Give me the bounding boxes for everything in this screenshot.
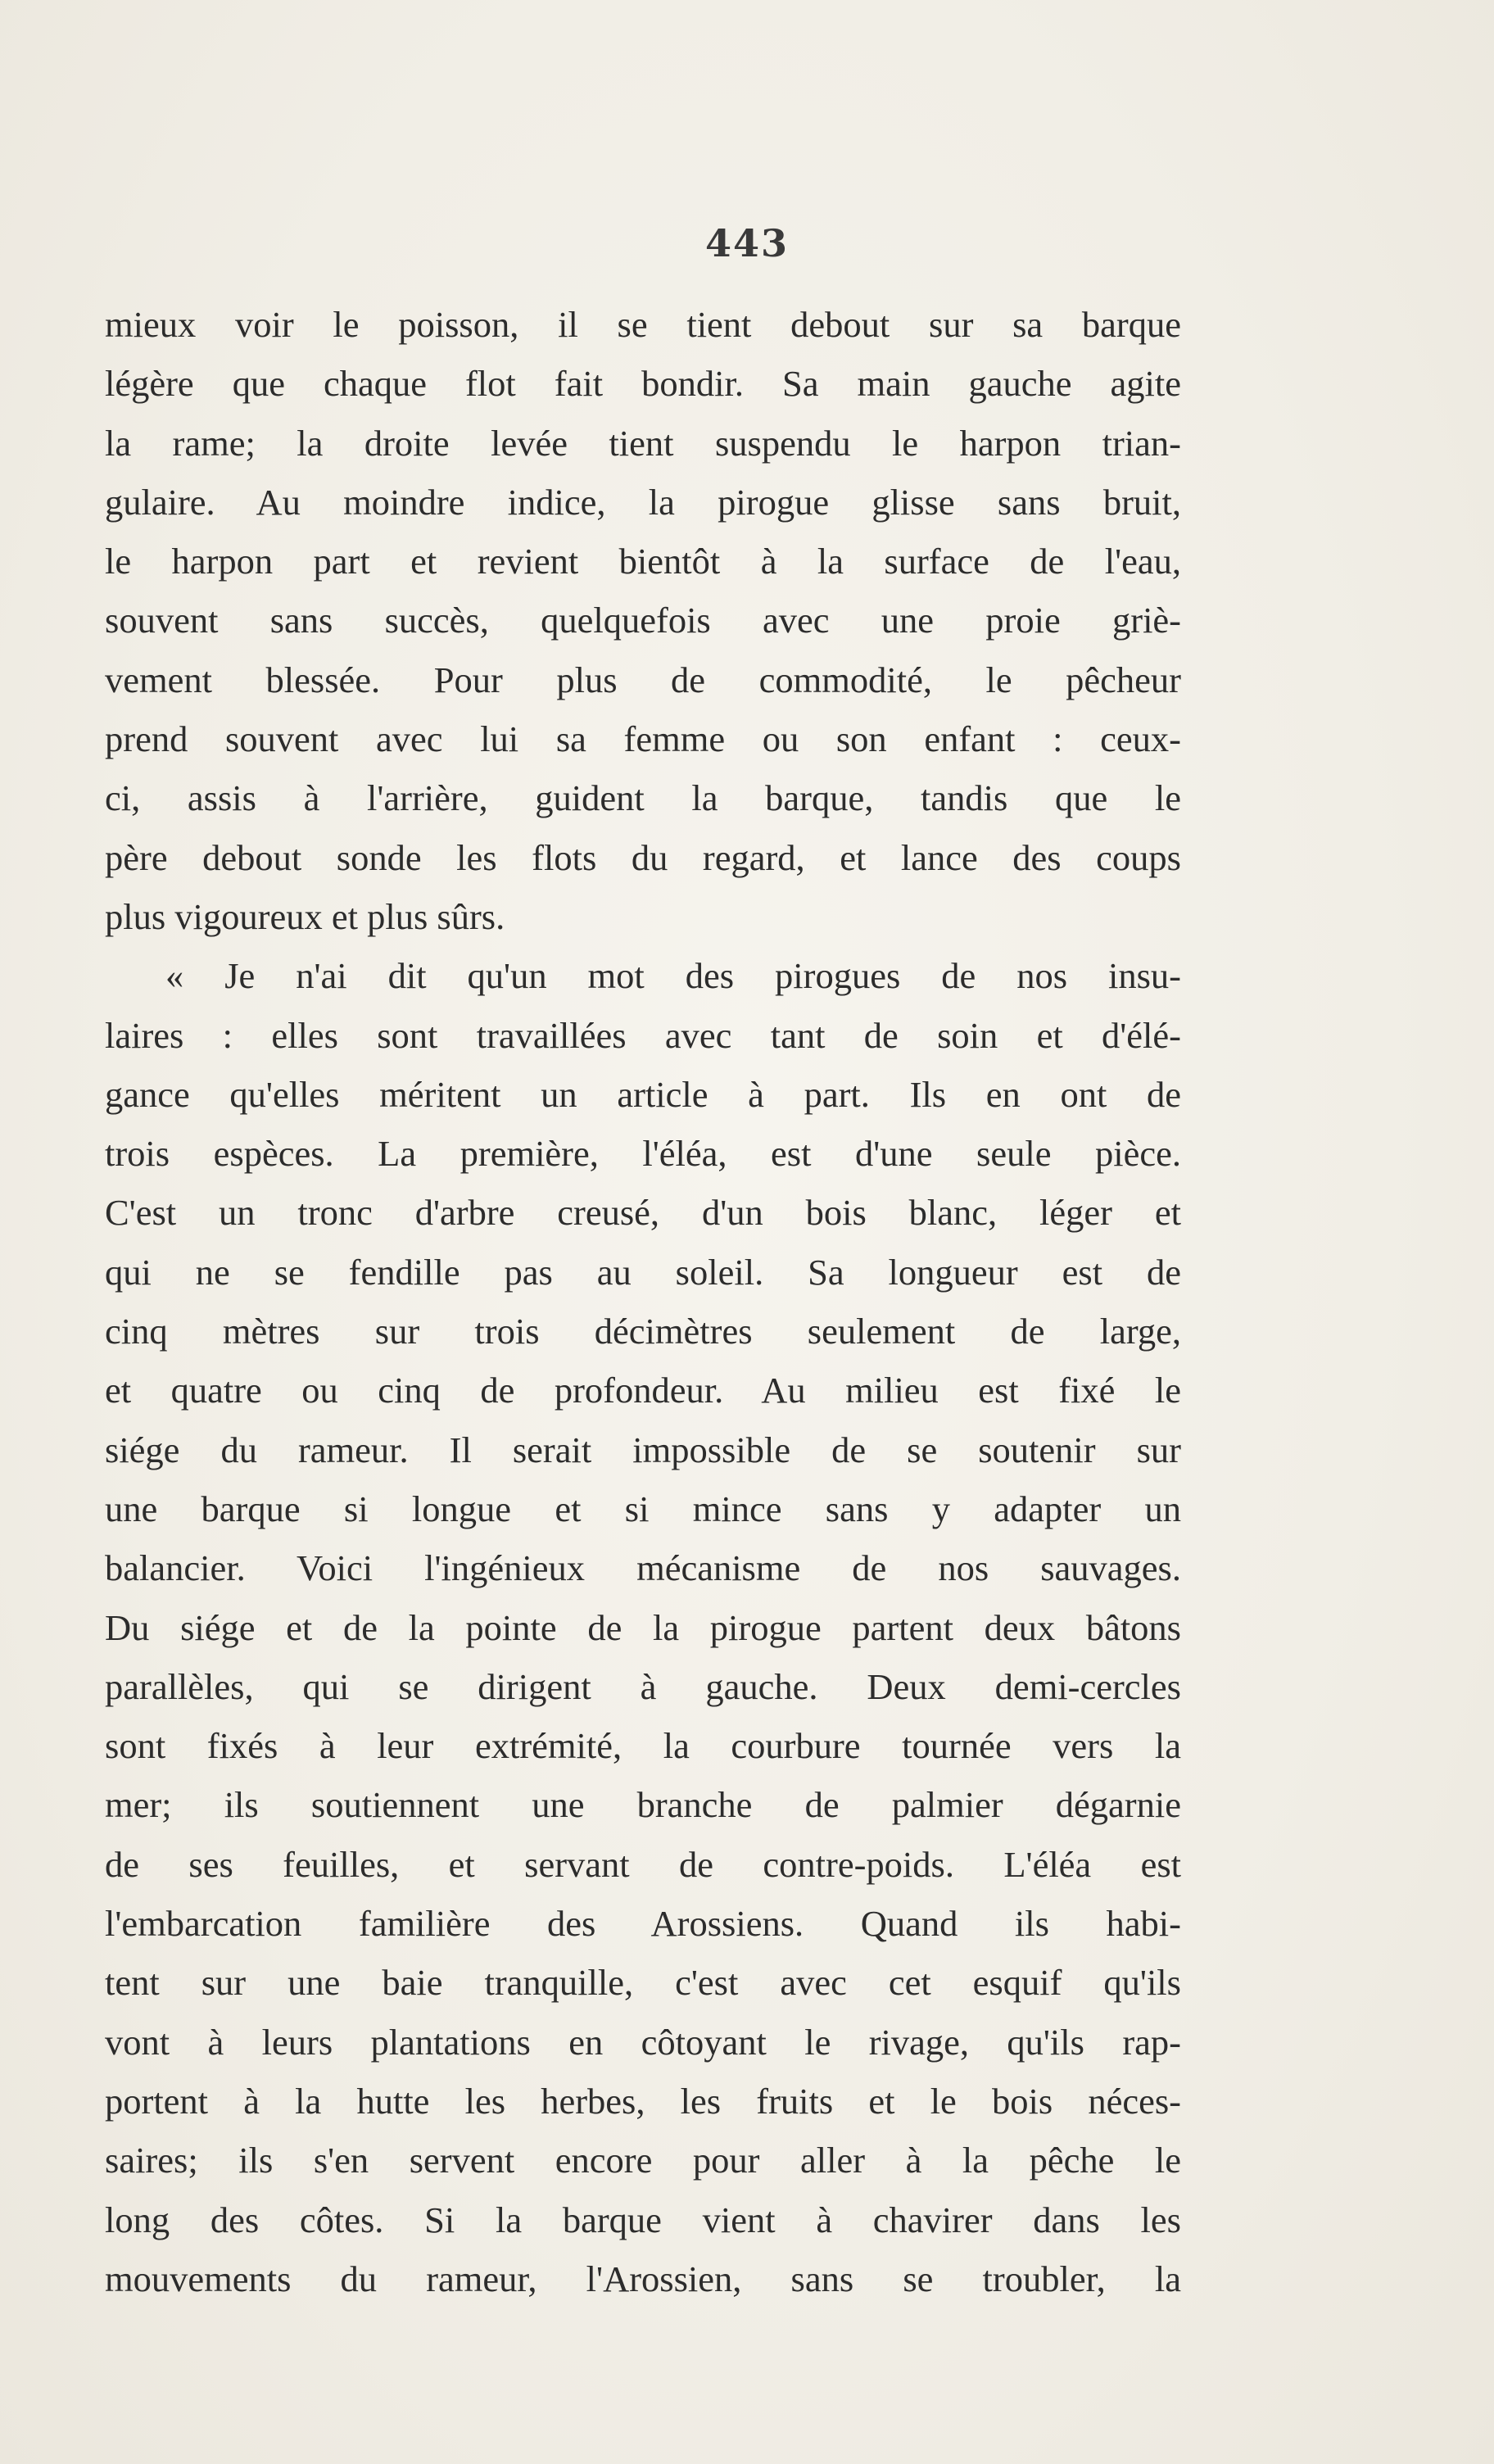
text-line: vement blessée. Pour plus de commodité, le pêcheur <box>105 659 1181 700</box>
text-line: et quatre ou cinq de profondeur. Au milieu est fixé le <box>105 1370 1181 1411</box>
text-line: trois espèces. La première, l'éléa, est d'une seule pièce. <box>105 1133 1181 1175</box>
text-line: Du siége et de la pointe de la pirogue partent deux bâtons <box>105 1606 1181 1648</box>
text-line: père debout sonde les flots du regard, et lance des coups <box>105 836 1181 878</box>
text-line: plus vigoureux et plus sûrs. <box>105 895 505 937</box>
text-line: mouvements du rameur, l'Arossien, sans se troubler, la <box>105 2258 1181 2299</box>
text-line: qui ne se fendille pas au soleil. Sa longueur est de <box>105 1251 1181 1293</box>
text-line: de ses feuilles, et servant de contre-poids. L'éléa est <box>105 1843 1181 1885</box>
text-line: légère que chaque flot fait bondir. Sa main gauche agite <box>105 363 1181 405</box>
text-line: siége du rameur. Il serait impossible de se soutenir sur <box>105 1429 1181 1470</box>
text-line: l'embarcation familière des Arossiens. Quand ils habi- <box>105 1903 1181 1945</box>
text-line: « Je n'ai dit qu'un mot des pirogues de nos insu- <box>165 955 1181 997</box>
text-line: mieux voir le poisson, il se tient debout sur sa barque <box>105 304 1181 345</box>
text-line: saires; ils s'en servent encore pour aller à la pêche le <box>105 2140 1181 2181</box>
text-line: gance qu'elles méritent un article à part. Ils en ont de <box>105 1073 1181 1115</box>
text-line: C'est un tronc d'arbre creusé, d'un bois blanc, léger et <box>105 1192 1181 1234</box>
text-line: long des côtes. Si la barque vient à chavirer dans les <box>105 2199 1181 2240</box>
text-line: laires : elles sont travaillées avec tant de soin et d'élé- <box>105 1014 1181 1056</box>
text-line: ci, assis à l'arrière, guident la barque, tandis que le <box>105 777 1181 819</box>
page-number: 443 <box>704 221 790 265</box>
text-line: tent sur une baie tranquille, c'est avec cet esquif qu'ils <box>105 1962 1181 2004</box>
text-line: souvent sans succès, quelquefois avec une proie griè- <box>105 600 1181 641</box>
text-line: cinq mètres sur trois décimètres seulement de large, <box>105 1311 1181 1352</box>
text-line: le harpon part et revient bientôt à la surface de l'eau, <box>105 541 1181 582</box>
text-line: mer; ils soutiennent une branche de palmier dégarnie <box>105 1784 1181 1826</box>
text-line: balancier. Voici l'ingénieux mécanisme de nos sauvages. <box>105 1547 1181 1589</box>
text-line: vont à leurs plantations en côtoyant le rivage, qu'ils rap- <box>105 2021 1181 2063</box>
text-line: gulaire. Au moindre indice, la pirogue glisse sans bruit, <box>105 481 1181 523</box>
body-text <box>105 295 1181 2308</box>
text-line: parallèles, qui se dirigent à gauche. Deux demi-cercles <box>105 1665 1181 1707</box>
text-line: une barque si longue et si mince sans y adapter un <box>105 1488 1181 1529</box>
text-line: portent à la hutte les herbes, les fruits et le bois néces- <box>105 2080 1181 2122</box>
text-line: prend souvent avec lui sa femme ou son enfant : ceux- <box>105 718 1181 760</box>
text-line: sont fixés à leur extrémité, la courbure tournée vers la <box>105 1725 1181 1767</box>
text-line: la rame; la droite levée tient suspendu le harpon trian- <box>105 422 1181 464</box>
